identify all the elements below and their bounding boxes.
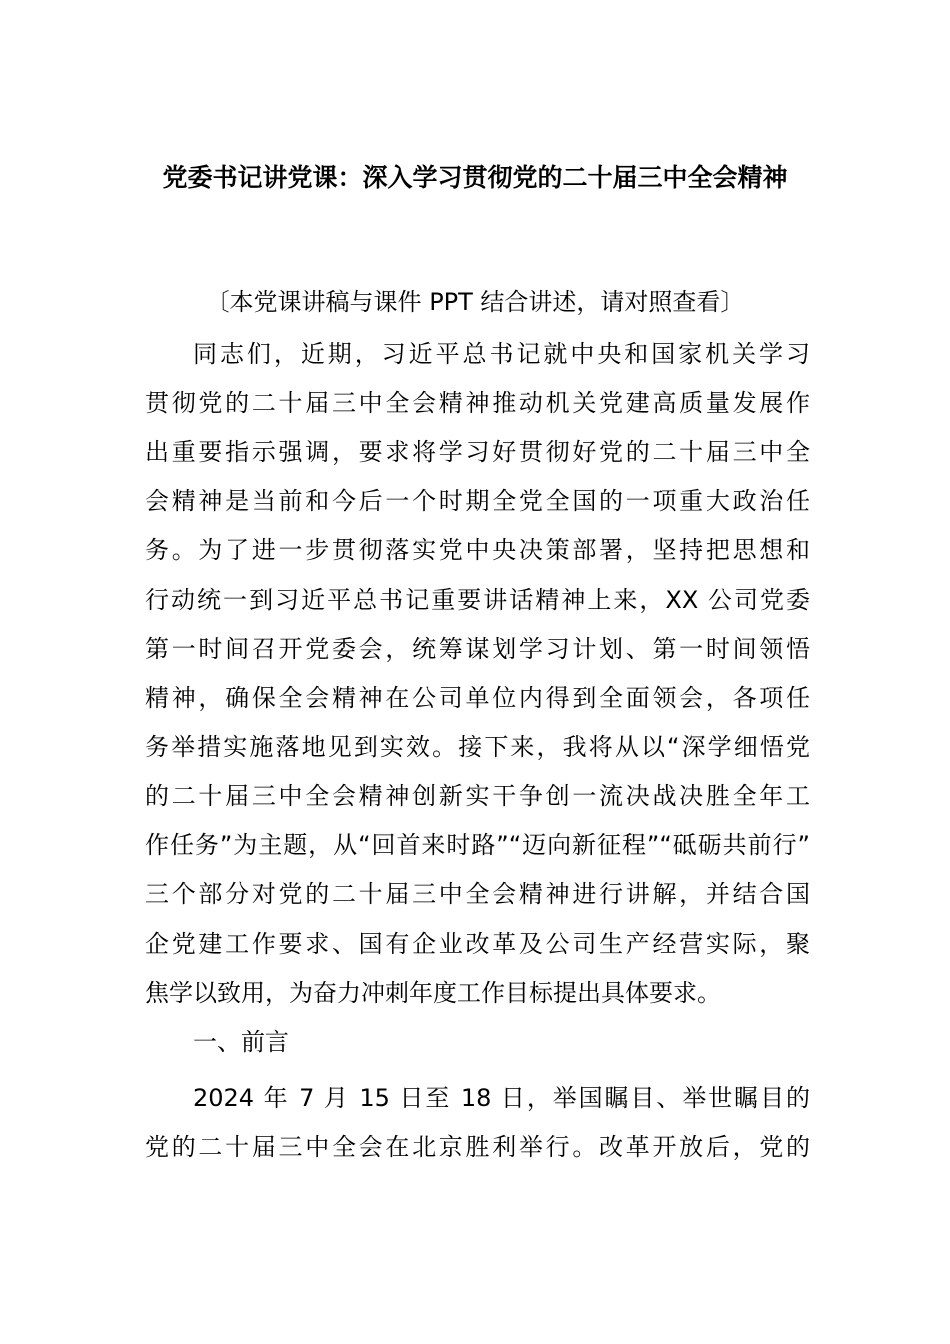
document-title: 党委书记讲党课：深入学习贯彻党的二十届三中全会精神 xyxy=(162,163,788,192)
paragraph-line: 贯彻党的二十届三中全会精神推动机关党建高质量发展作 xyxy=(145,389,810,417)
paragraph-line: 同志们，近期，习近平总书记就中央和国家机关学习 xyxy=(193,340,810,368)
paragraph-line: 第一时间召开党委会，统筹谋划学习计划、第一时间领悟 xyxy=(145,635,810,663)
paragraph-line: 2024 年 7 月 15 日至 18 日，举国瞩目、举世瞩目的 xyxy=(193,1084,810,1112)
paragraph-line: 精神，确保全会精神在公司单位内得到全面领会，各项任 xyxy=(145,684,810,712)
section-heading: 一、前言 xyxy=(193,1028,289,1056)
paragraph-line: 企党建工作要求、国有企业改革及公司生产经营实际，聚 xyxy=(145,930,810,958)
paragraph-line: 党的二十届三中全会在北京胜利举行。改革开放后，党的 xyxy=(145,1133,810,1161)
paragraph-line: 三个部分对党的二十届三中全会精神进行讲解，并结合国 xyxy=(145,880,810,908)
paragraph-line: 作任务”为主题，从“回首来时路”“迈向新征程”“砥砺共前行” xyxy=(145,831,810,859)
paragraph-line: 务。为了进一步贯彻落实党中央决策部署，坚持把思想和 xyxy=(145,536,810,564)
paragraph-line: 出重要指示强调，要求将学习好贯彻好党的二十届三中全 xyxy=(145,438,810,466)
paragraph-line: 焦学以致用，为奋力冲刺年度工作目标提出具体要求。 xyxy=(145,979,721,1007)
paragraph-line: 的二十届三中全会精神创新实干争创一流决战决胜全年工 xyxy=(145,782,810,810)
paragraph-line: 会精神是当前和今后一个时期全党全国的一项重大政治任 xyxy=(145,487,810,515)
paragraph-line: 行动统一到习近平总书记重要讲话精神上来，XX 公司党委 xyxy=(145,586,810,614)
document-note: 〔本党课讲稿与课件 PPT 结合讲述，请对照查看〕 xyxy=(205,288,745,316)
paragraph-line: 务举措实施落地见到实效。接下来，我将从以“深学细悟党 xyxy=(145,733,810,761)
